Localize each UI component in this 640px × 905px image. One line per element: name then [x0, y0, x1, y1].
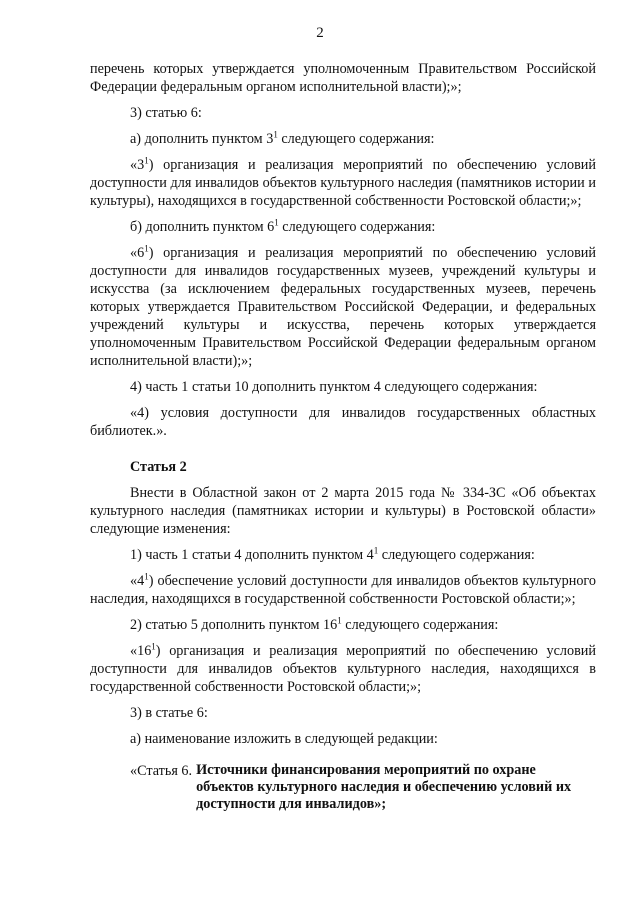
paragraph — [90, 130, 596, 148]
paragraph — [90, 156, 596, 210]
superscript-index: 1 — [144, 155, 149, 166]
superscript-index: 1 — [373, 545, 379, 556]
text-run: 2) статью 5 дополнить пунктом 16 — [130, 617, 338, 633]
text-run: следующего содержания: — [341, 617, 499, 633]
paragraph — [90, 572, 596, 608]
text-run: 1) часть 1 статьи 4 дополнить пунктом 4 — [130, 547, 374, 563]
paragraph — [90, 642, 596, 696]
superscript-index: 1 — [273, 129, 278, 140]
text-run: ) организация и реализация мероприятий по обеспечению условий доступности для инвалидов объектов культурного наследия (памятников истории и культуры), находящихся в государственной собственности Ростовской области;»; — [90, 157, 596, 209]
superscript-index: 1 — [144, 243, 149, 254]
paragraph: а) наименование изложить в следующей редакции: — [130, 731, 438, 747]
paragraph — [90, 616, 596, 634]
superscript-index: 1 — [337, 615, 342, 626]
text-run: следующего содержания: — [277, 131, 435, 147]
article-6-title-block — [130, 762, 596, 813]
text-run: «16 — [130, 643, 152, 659]
paragraph — [90, 244, 596, 370]
text-run: следующего содержания: — [378, 547, 535, 563]
paragraph: Внести в Областной закон от 2 марта 2015 года № 334-ЗС «Об объектах культурного наследия (памятниках истории и культуры) в Ростовской области» следующие изменения: — [90, 485, 596, 537]
superscript-index: 1 — [144, 571, 149, 582]
text-run: ) организация и реализация мероприятий по обеспечению условий доступности для инвалидов объектов культурного наследия, находящихся в государственной собственности Ростовской области;»; — [90, 643, 596, 695]
text-run: «6 — [130, 245, 145, 261]
paragraph: «4) условия доступности для инвалидов государственных областных библиотек.». — [90, 405, 596, 439]
superscript-index: 1 — [151, 641, 156, 652]
superscript-index: 1 — [274, 217, 279, 228]
paragraph: 3) в статье 6: — [130, 705, 208, 721]
text-run: «3 — [130, 157, 145, 173]
paragraph — [90, 546, 596, 564]
paragraph-continuation: перечень которых утверждается уполномоченным Правительством Российской Федерации федеральным органом исполнительной власти);»; — [90, 61, 596, 95]
text-run: б) дополнить пунктом 6 — [130, 219, 275, 235]
text-run: ) организация и реализация мероприятий по обеспечению условий доступности для инвалидов государственных музеев, учреждений культуры и искусства (за исключением федеральных государственных музеев, перечень которых утверждается Правительством Российской Федерации, и федеральных учреждений культуры и искусства, перечень которых утверждается уполномоченным Правительством Российской Федерации федеральным органом исполнительной власти);»; — [90, 245, 596, 369]
text-run: «4 — [130, 573, 145, 589]
page-number: 2 — [316, 25, 324, 41]
article-label: «Статья 6. — [130, 763, 193, 779]
paragraph: 3) статью 6: — [130, 105, 202, 121]
paragraph: 4) часть 1 статьи 10 дополнить пунктом 4 следующего содержания: — [130, 379, 538, 395]
text-run: ) обеспечение условий доступности для инвалидов объектов культурного наследия, находящихся в государственной собственности Ростовской области;»; — [90, 573, 596, 607]
document-body — [90, 60, 596, 813]
text-run: а) дополнить пунктом 3 — [130, 131, 274, 147]
paragraph — [90, 218, 596, 236]
text-run: следующего содержания: — [278, 219, 436, 235]
article-heading: Статья 2 — [130, 459, 187, 475]
article-title: Источники финансирования мероприятий по охране объектов культурного наследия и обеспечению условий их доступности для инвалидов»; — [196, 762, 572, 812]
